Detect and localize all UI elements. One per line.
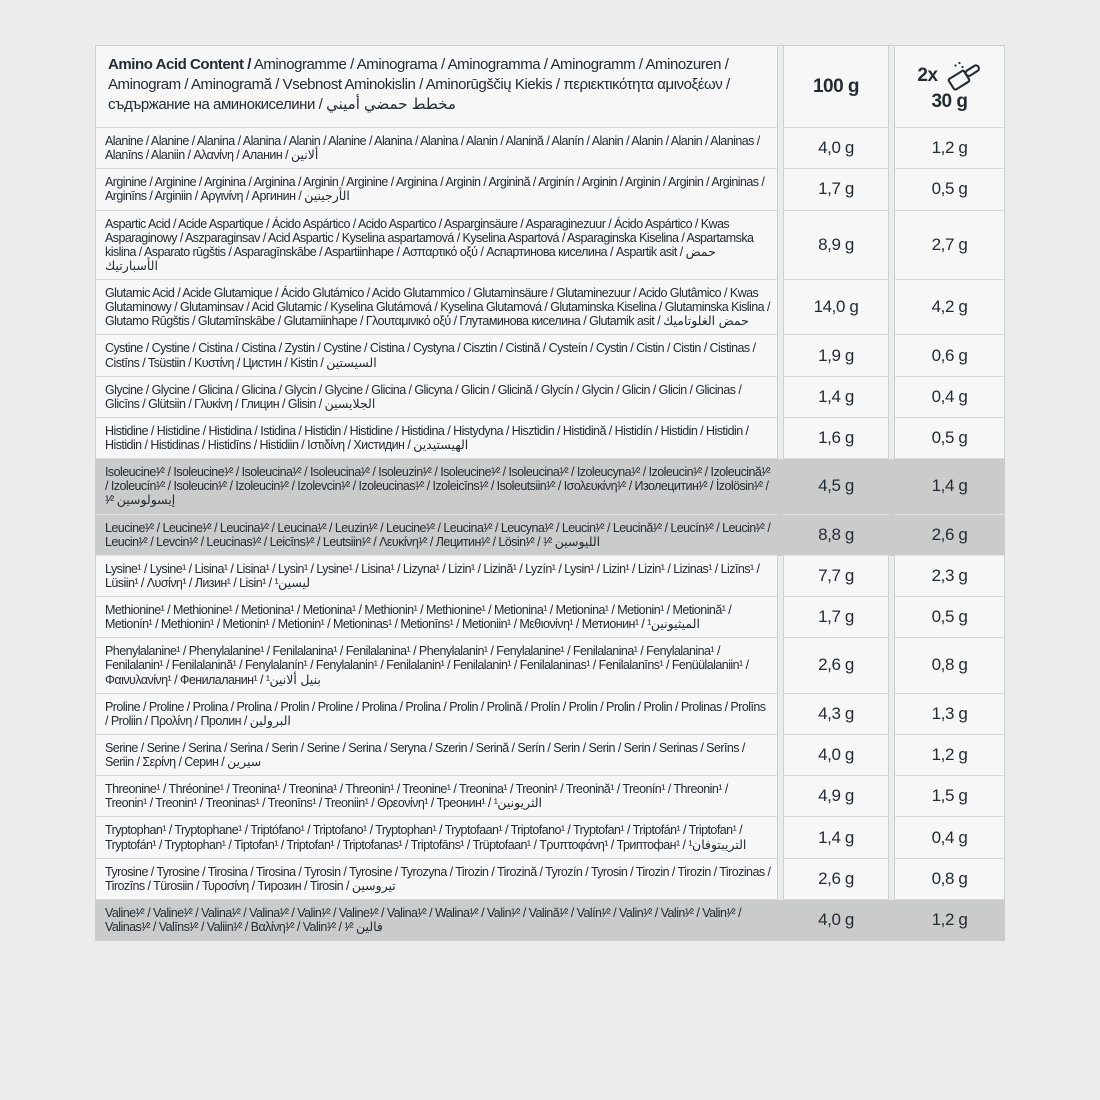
amino-acid-names: Isoleucine¹⁄² / Isoleucine¹⁄² / Isoleucina¹⁄² / Isoleucina¹⁄² / Isoleuzin¹⁄² / Isoleucine¹⁄² / Isoleucina¹⁄² / Izoleucyna¹⁄² / Izoleucin¹⁄² / Izoleucină¹⁄² / Izoleucín¹⁄² / Isoleucin¹⁄² / Izoleucin¹⁄² / Izolevcin¹⁄² / Izoleucinas¹⁄² / Izoleicīns¹⁄² / Isoleutsiin¹⁄² / Ισολευκίνη¹⁄² / Изолецитин¹⁄² / İzolösin¹⁄² / ¹⁄² إيسولوسين [95, 459, 778, 514]
amino-acid-names: Valine¹⁄² / Valine¹⁄² / Valina¹⁄² / Valina¹⁄² / Valin¹⁄² / Valine¹⁄² / Valina¹⁄² / Walina¹⁄² / Valin¹⁄² / Valină¹⁄² / Valín¹⁄² / Valin¹⁄² / Valin¹⁄² / Valin¹⁄² / Valinas¹⁄² / Valīns¹⁄² / Valiin¹⁄² / Βαλίνη¹⁄² / Valin¹⁄² / ¹⁄² فالين [105, 905, 742, 934]
table-row [95, 859, 1005, 900]
table-row [95, 335, 1005, 376]
value-per-serving: 1,3 g [894, 694, 1005, 735]
value-per-100g: 4,0 g [818, 910, 854, 929]
value-per-serving: 0,8 g [894, 859, 1005, 900]
amino-acid-names: Alanine / Alanine / Alanina / Alanina / Alanin / Alanine / Alanina / Alanina / Alanin / Alanină / Alanín / Alanin / Alanin / Alanin / Alaninas / Alanīns / Alaniin / Αλανίνη / Аланин / ألانين [95, 128, 778, 169]
amino-acid-names: Leucine¹⁄² / Leucine¹⁄² / Leucina¹⁄² / Leucina¹⁄² / Leuzin¹⁄² / Leucine¹⁄² / Leucina¹⁄² / Leucyna¹⁄² / Leucin¹⁄² / Leucină¹⁄² / Leucín¹⁄² / Leucin¹⁄² / Leucin¹⁄² / Levcin¹⁄² / Leucinas¹⁄² / Leicīns¹⁄² / Leutsiin¹⁄² / Λευκίνη¹⁄² / Лецитин¹⁄² / Lösin¹⁄² / ¹⁄² الليوسين [95, 515, 778, 556]
value-per-100g: 4,9 g [783, 776, 889, 817]
value-per-serving: 2,6 g [894, 515, 1005, 556]
table-row [95, 900, 1005, 940]
table-row [95, 128, 1005, 169]
value-per-100g: 8,8 g [783, 515, 889, 556]
table-row [95, 735, 1005, 776]
table-row [95, 694, 1005, 735]
table-title-primary: Amino Acid Content / [108, 56, 251, 73]
value-per-serving: 0,6 g [894, 335, 1005, 376]
value-per-serving: 0,4 g [894, 377, 1005, 418]
value-per-100g: 2,6 g [783, 859, 889, 900]
amino-table-body [95, 128, 1005, 940]
value-per-100g: 1,4 g [783, 377, 889, 418]
amino-acid-names: Proline / Proline / Prolina / Prolina / Prolin / Proline / Prolina / Prolina / Prolin / Prolină / Prolín / Prolin / Prolin / Prolin / Prolinas / Prolīns / Proliin / Προλίνη / Пролин / البرولين [95, 694, 778, 735]
amino-acid-names: Arginine / Arginine / Arginina / Arginina / Arginin / Arginine / Arginina / Arginin / Arginină / Arginín / Arginin / Arginin / Arginin / Argininas / Arginīns / Arginiin / Αργινίνη / Аргинин / الأرجينين [95, 169, 778, 210]
amino-acid-names: Histidine / Histidine / Histidina / Istidina / Histidin / Histidine / Histidina / Histydyna / Hisztidin / Histidină / Histidín / Histidin / Histidin / Histidin / Histidinas / Histidīns / Histidiin / Ιστιδίνη / Хистидин / الهيستيدين [95, 418, 778, 459]
value-per-100g: 4,0 g [783, 128, 889, 169]
amino-acid-table [95, 45, 1005, 941]
amino-acid-names: Tryptophan¹ / Tryptophane¹ / Triptófano¹ / Triptofano¹ / Tryptophan¹ / Tryptofaan¹ / Triptofano¹ / Tryptofan¹ / Triptofán¹ / Triptofan¹ / Tryptofán¹ / Tryptophan¹ / Tiptofan¹ / Triptofan¹ / Triptofanas¹ / Triptofāns¹ / Trüptofaan¹ / Τρυπτοφάνη¹ / Триптофан¹ / ¹التريبتوفان [95, 817, 778, 858]
table-row [95, 280, 1005, 335]
value-per-100g: 14,0 g [783, 280, 889, 335]
amino-acid-names: Aspartic Acid / Acide Aspartique / Ácido Aspártico / Acido Aspartico / Asparginsäure / Asparaginezuur / Ácido Aspártico / Kwas Asparaginowy / Aszparaginsav / Acid Aspartic / Kyselina aspartamová / Kyselina Aspartová / Asparaginska Kiselina / Aspartamska kislina / Asparato rūgštis / Asparagīnskābe / Aspartiinhape / Ασπαρτικό οξύ / Аспартинова киселина / Aspartik asit / حمض الأسبارتيك [95, 211, 778, 281]
value-per-100g: 4,3 g [783, 694, 889, 735]
value-per-serving: 0,5 g [894, 418, 1005, 459]
table-title [95, 46, 778, 128]
table-row [95, 556, 1005, 597]
value-per-serving: 1,2 g [894, 128, 1005, 169]
value-per-100g: 1,7 g [783, 169, 889, 210]
value-per-serving: 0,4 g [894, 817, 1005, 858]
amino-acid-names: Serine / Serine / Serina / Serina / Serin / Serine / Serina / Seryna / Szerin / Serină / Serín / Serin / Serin / Serin / Serinas / Serīns / Seriin / Σερίνη / Серин / سيرين [95, 735, 778, 776]
table-header-row [95, 46, 1005, 128]
value-per-serving: 2,3 g [894, 556, 1005, 597]
amino-acid-names: Glutamic Acid / Acide Glutamique / Ácido Glutámico / Acido Glutammico / Glutaminsäure / Glutaminezuur / Acido Glutâmico / Kwas Glutaminowy / Glutaminsav / Acid Glutamic / Kyselina Glutámová / Kyselina Glutamová / Glutaminska Kiselina / Glutaminska Kislina / Glutamo Rūgštis / Glutamīnskābe / Glutamiinhape / Γλουταμινικό οξύ / Глутаминова киселина / Glutamik asit / حمض الغلوتاميك [95, 280, 778, 335]
serving-multiplier: 2x [917, 64, 938, 86]
value-per-serving: 1,5 g [894, 776, 1005, 817]
amino-acid-names: Lysine¹ / Lysine¹ / Lisina¹ / Lisina¹ / Lysin¹ / Lysine¹ / Lisina¹ / Lizyna¹ / Lizin¹ / Lizină¹ / Lyzín¹ / Lysin¹ / Lizin¹ / Lizin¹ / Lizinas¹ / Lizīns¹ / Lüsiin¹ / Λυσίνη¹ / Лизин¹ / Lisin¹ / ¹ليسين [95, 556, 778, 597]
value-per-100g: 1,6 g [783, 418, 889, 459]
table-row [95, 418, 1005, 459]
table-title-translations: Aminogramme / Aminograma / Aminogramma / Aminogramm / Aminozuren / Aminogram / Aminogramă / Vsebnost Aminokislin / Aminorūgščių Kiekis / περιεκτικότητα αμινοξέων / съдържание на аминокиселини / مخطط حمضي أميني [108, 56, 730, 113]
value-per-100g: 1,9 g [783, 335, 889, 376]
amino-acid-names: Methionine¹ / Methionine¹ / Metionina¹ / Metionina¹ / Methionin¹ / Methionine¹ / Metionina¹ / Metionina¹ / Metionin¹ / Metionină¹ / Metionín¹ / Methionin¹ / Metionin¹ / Metionin¹ / Metioninas¹ / Metionīns¹ / Metioniin¹ / Μεθιονίνη¹ / Метионин¹ / ¹الميثيونين [95, 597, 778, 638]
column-header-serving [894, 46, 1005, 128]
value-per-100g: 8,9 g [783, 211, 889, 281]
value-per-serving: 2,7 g [894, 211, 1005, 281]
table-row [95, 459, 1005, 514]
serving-amount: 30 g [931, 90, 968, 112]
value-per-100g: 2,6 g [783, 638, 889, 693]
value-per-serving: 0,5 g [894, 169, 1005, 210]
amino-acid-names: Tyrosine / Tyrosine / Tirosina / Tirosina / Tyrosin / Tyrosine / Tyrozyna / Tirozin / Tirozină / Tyrozín / Tyrosin / Tirozin / Tirozin / Tirozinas / Tirozīns / Türosiin / Τυροσίνη / Тирозин / Tirosin / تيروسين [95, 859, 778, 900]
amino-acid-names: Cystine / Cystine / Cistina / Cistina / Zystin / Cystine / Cistina / Cystyna / Cisztin / Cistină / Cysteín / Cystin / Cistin / Cistin / Cistinas / Cistīns / Tsüstiin / Κυστίνη / Цистин / Kistin / السيستين [95, 335, 778, 376]
amino-acid-names: Threonine¹ / Thréonine¹ / Treonina¹ / Treonina¹ / Threonin¹ / Treonine¹ / Treonina¹ / Treonin¹ / Treonină¹ / Treonín¹ / Threonin¹ / Treonin¹ / Treonin¹ / Treoninas¹ / Treonīns¹ / Treoniin¹ / Θρεονίνη¹ / Треонин¹ / ¹الثريونين [95, 776, 778, 817]
amino-acid-names: Glycine / Glycine / Glicina / Glicina / Glycin / Glycine / Glicina / Glicyna / Glicin / Glicină / Glycín / Glycin / Glicin / Glicin / Glicinas / Glicīns / Glütsiin / Γλυκίνη / Глицин / Glisin / الجلايسين [95, 377, 778, 418]
table-row [95, 377, 1005, 418]
amino-acid-names: Phenylalanine¹ / Phenylalanine¹ / Fenilalanina¹ / Fenilalanina¹ / Phenylalanin¹ / Fenylalanine¹ / Fenilalanina¹ / Fenylalanina¹ / Fenilalanin¹ / Fenilalanină¹ / Fenylalanín¹ / Fenylalanin¹ / Fenilalanin¹ / Fenilalanin¹ / Fenilalaninas¹ / Fenilalanīns¹ / Fenüülalaniin¹ / Φαινυλανίνη¹ / Фенилаланин¹ / ¹بنيل ألانين [95, 638, 778, 693]
value-per-serving: 0,8 g [894, 638, 1005, 693]
value-per-serving: 0,5 g [894, 597, 1005, 638]
value-per-serving: 1,2 g [931, 910, 968, 929]
value-per-100g: 7,7 g [783, 556, 889, 597]
table-row [95, 515, 1005, 556]
value-per-serving: 1,4 g [894, 459, 1005, 514]
table-row [95, 817, 1005, 858]
value-per-serving: 1,2 g [894, 735, 1005, 776]
table-row [95, 638, 1005, 693]
table-row [95, 169, 1005, 210]
scoop-icon [942, 57, 982, 91]
value-per-100g: 1,7 g [783, 597, 889, 638]
column-header-100g: 100 g [783, 46, 889, 128]
value-per-serving: 4,2 g [894, 280, 1005, 335]
table-row [95, 597, 1005, 638]
table-row [95, 776, 1005, 817]
table-row [95, 211, 1005, 281]
value-per-100g: 4,5 g [783, 459, 889, 514]
value-per-100g: 4,0 g [783, 735, 889, 776]
value-per-100g: 1,4 g [783, 817, 889, 858]
